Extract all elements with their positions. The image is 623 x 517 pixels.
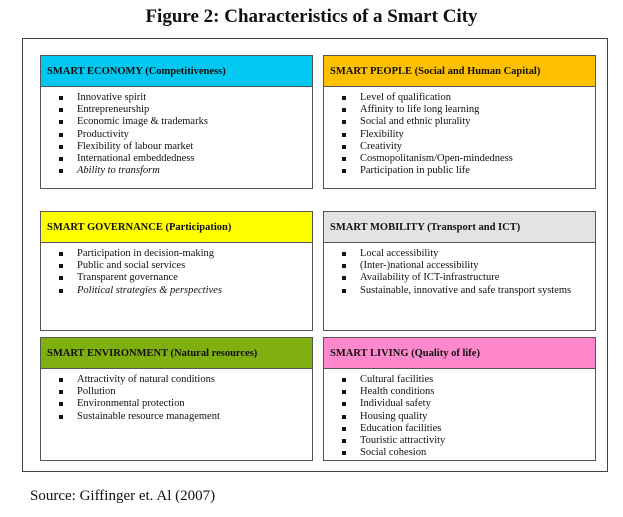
list-item: Affinity to life long learning [342, 104, 589, 116]
list-item: Innovative spirit [59, 92, 306, 104]
list-item: Attractivity of natural conditions [59, 374, 306, 386]
card-heading: SMART GOVERNANCE (Participation) [41, 212, 312, 243]
list-item: Local accessibility [342, 248, 589, 260]
list-item: Pollution [59, 386, 306, 398]
item-list [41, 369, 312, 427]
item-list [324, 369, 595, 463]
item-list [324, 243, 595, 301]
list-item: Cosmopolitanism/Open-mindedness [342, 153, 589, 165]
list-item: Sustainable, innovative and safe transport systems [342, 285, 589, 297]
list-item: Political strategies & perspectives [59, 285, 306, 297]
list-item: International embeddedness [59, 153, 306, 165]
list-item: Participation in public life [342, 165, 589, 177]
card-smart-living [323, 337, 596, 461]
item-list [324, 87, 595, 181]
card-heading: SMART PEOPLE (Social and Human Capital) [324, 56, 595, 87]
list-item: Entrepreneurship [59, 104, 306, 116]
list-item: Health conditions [342, 386, 589, 398]
card-smart-environment [40, 337, 313, 461]
list-item: Ability to transform [59, 165, 306, 177]
list-item: Touristic attractivity [342, 435, 589, 447]
list-item: Transparent governance [59, 272, 306, 284]
list-item: Environmental protection [59, 398, 306, 410]
list-item: Public and social services [59, 260, 306, 272]
card-smart-mobility [323, 211, 596, 331]
card-smart-people [323, 55, 596, 189]
card-heading: SMART MOBILITY (Transport and ICT) [324, 212, 595, 243]
list-item: Level of qualification [342, 92, 589, 104]
item-list [41, 87, 312, 181]
list-item: Flexibility of labour market [59, 141, 306, 153]
list-item: Sustainable resource management [59, 411, 306, 423]
list-item: Individual safety [342, 398, 589, 410]
list-item: Creativity [342, 141, 589, 153]
list-item: Education facilities [342, 423, 589, 435]
figure-title: Figure 2: Characteristics of a Smart City [145, 6, 478, 27]
list-item: Housing quality [342, 411, 589, 423]
list-item: Flexibility [342, 129, 589, 141]
list-item: Productivity [59, 129, 306, 141]
list-item: Availability of ICT-infrastructure [342, 272, 589, 284]
card-heading: SMART ECONOMY (Competitiveness) [41, 56, 312, 87]
figure-frame [22, 38, 608, 472]
list-item: Participation in decision-making [59, 248, 306, 260]
source-citation: Source: Giffinger et. Al (2007) [30, 488, 216, 504]
card-heading: SMART ENVIRONMENT (Natural resources) [41, 338, 312, 369]
item-list [41, 243, 312, 301]
list-item: Social cohesion [342, 447, 589, 459]
card-smart-governance [40, 211, 313, 331]
list-item: Economic image & trademarks [59, 116, 306, 128]
list-item: Social and ethnic plurality [342, 116, 589, 128]
list-item: Cultural facilities [342, 374, 589, 386]
list-item: (Inter-)national accessibility [342, 260, 589, 272]
card-heading: SMART LIVING (Quality of life) [324, 338, 595, 369]
card-smart-economy [40, 55, 313, 189]
